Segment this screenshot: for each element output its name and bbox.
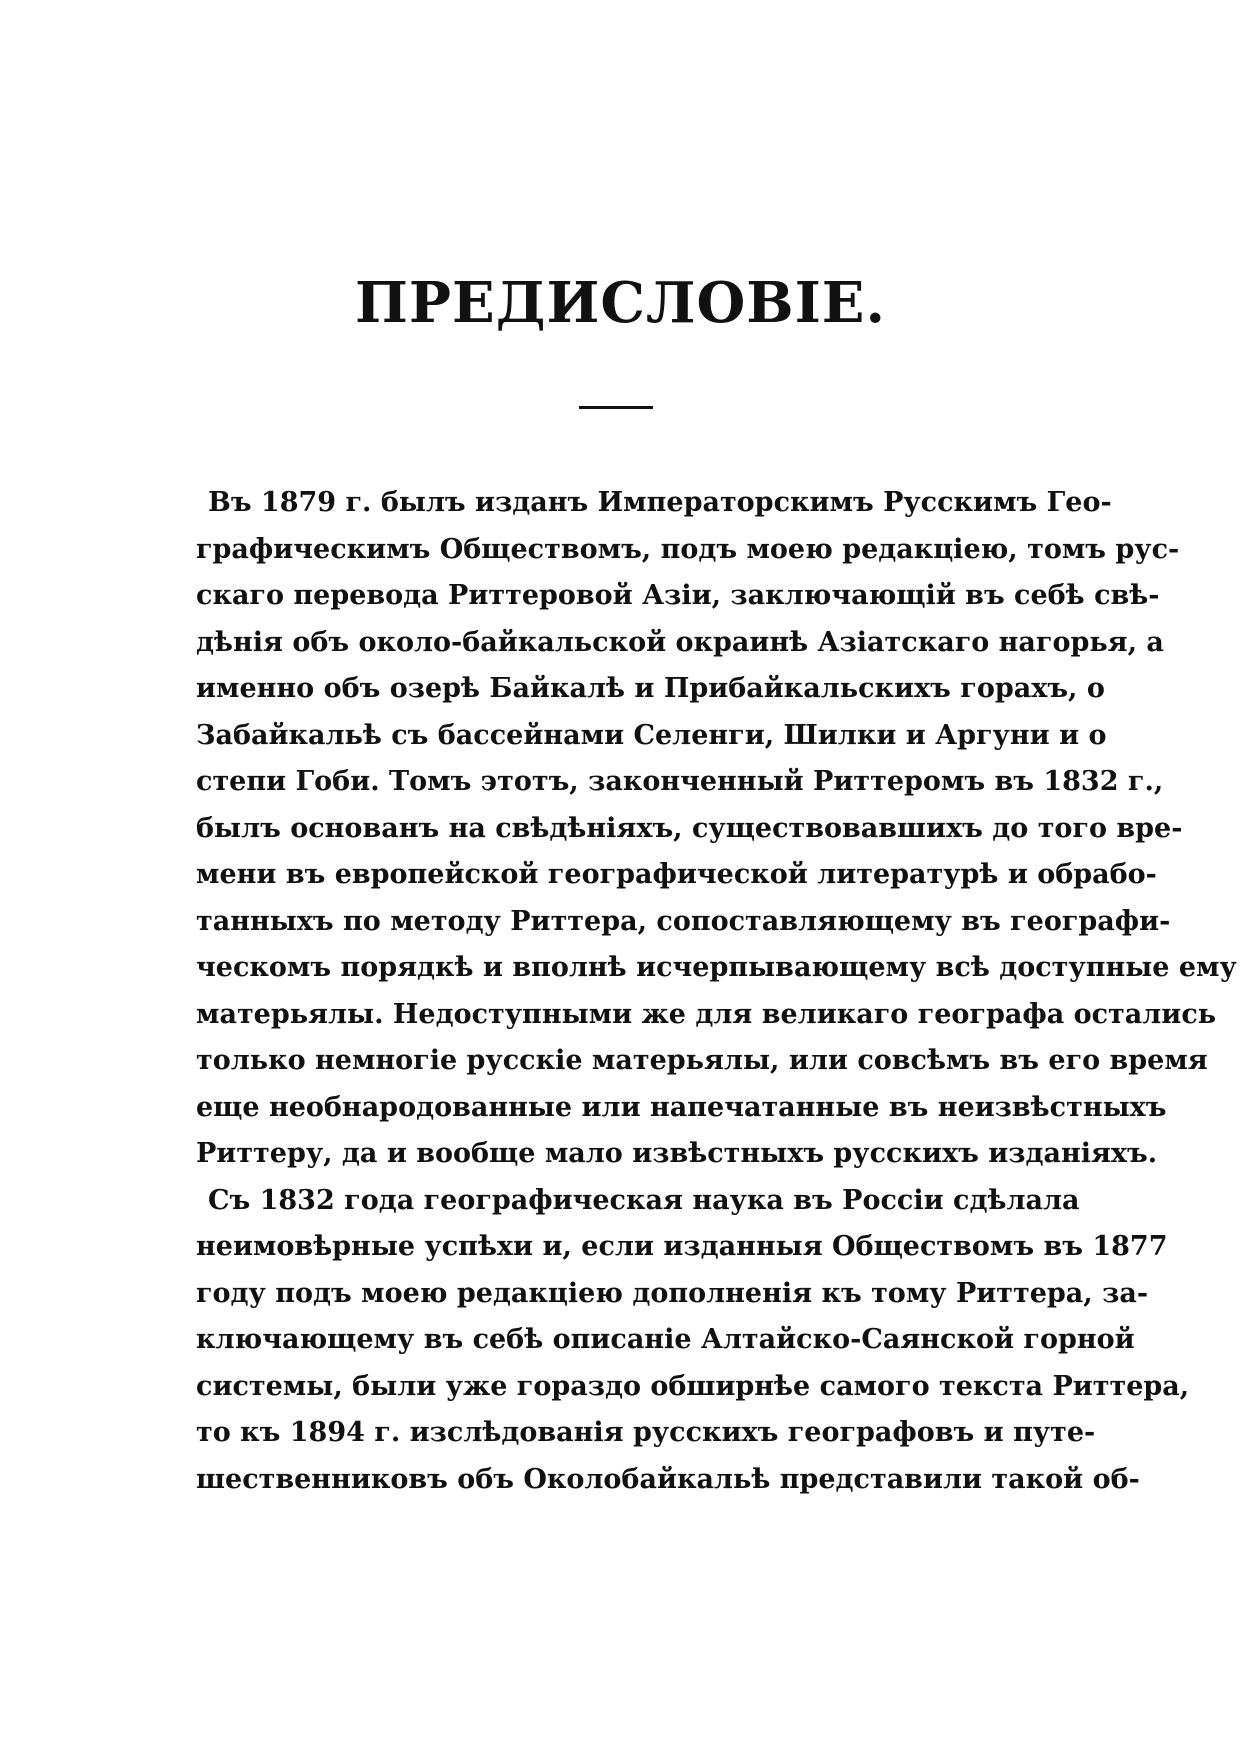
text-line: дѣнiя объ около-байкальской окраинѣ Азiатскаго нагорья, а <box>196 626 1164 658</box>
text-line: шественниковъ объ Околобайкальѣ представили такой об- <box>196 1463 1140 1495</box>
text-line: системы, были уже гораздо обширнѣе самого текста Риттера, <box>196 1370 1190 1402</box>
text-line: скаго перевода Риттеровой Азiи, заключающiй въ себѣ свѣ- <box>196 580 1160 611</box>
text-line: только немногiе русскiе матерьялы, или совсѣмъ въ его время <box>196 1045 1208 1076</box>
text-line: ческомъ порядкѣ и вполнѣ исчерпывающему всѣ доступные ему <box>196 952 1237 983</box>
text-line: степи Гоби. Томъ этотъ, законченный Риттеромъ въ 1832 г., <box>196 766 1164 797</box>
text-line: Забайкальѣ съ бассейнами Селенги, Шилки и Аргуни и о <box>196 719 1107 751</box>
text-line: еще необнародованные или напечатанные въ неизвѣстныхъ <box>196 1091 1167 1123</box>
text-line: именно объ озерѣ Байкалѣ и Прибайкальскихъ горахъ, о <box>196 673 1105 704</box>
text-line: неимовѣрные успѣхи и, если изданныя Обществомъ въ 1877 <box>196 1231 1168 1262</box>
text-line: матерьялы. Недоступными же для великаго географа остались <box>196 998 1217 1030</box>
text-line: то къ 1894 г. изслѣдованiя русскихъ географовъ и путе- <box>196 1417 1096 1448</box>
text-line: Съ 1832 года географическая наука въ Россiи сдѣлала <box>208 1184 1080 1216</box>
text-line: мени въ европейской географической литературѣ и обрабо- <box>196 859 1157 890</box>
text-line: Риттеру, да и вообще мало извѣстныхъ русскихъ изданiяхъ. <box>196 1138 1158 1169</box>
title-divider <box>579 406 653 409</box>
page-title: ПРЕДИСЛОВIЕ. <box>355 270 886 336</box>
text-line: былъ основанъ на свѣдѣнiяхъ, существовавшихъ до того вре- <box>196 812 1183 844</box>
text-line: графическимъ Обществомъ, подъ моею редакцiею, томъ рус- <box>196 533 1180 565</box>
text-line: ключающему въ себѣ описанiе Алтайско-Саянской горной <box>196 1324 1135 1355</box>
text-line: танныхъ по методу Риттера, сопоставляющему въ географи- <box>196 905 1171 937</box>
preface-body <box>196 480 1237 1503</box>
text-line: году подъ моею редакцiею дополненiя къ тому Риттера, за- <box>196 1277 1149 1309</box>
text-line: Въ 1879 г. былъ изданъ Императорскимъ Русскимъ Гео- <box>208 487 1112 518</box>
